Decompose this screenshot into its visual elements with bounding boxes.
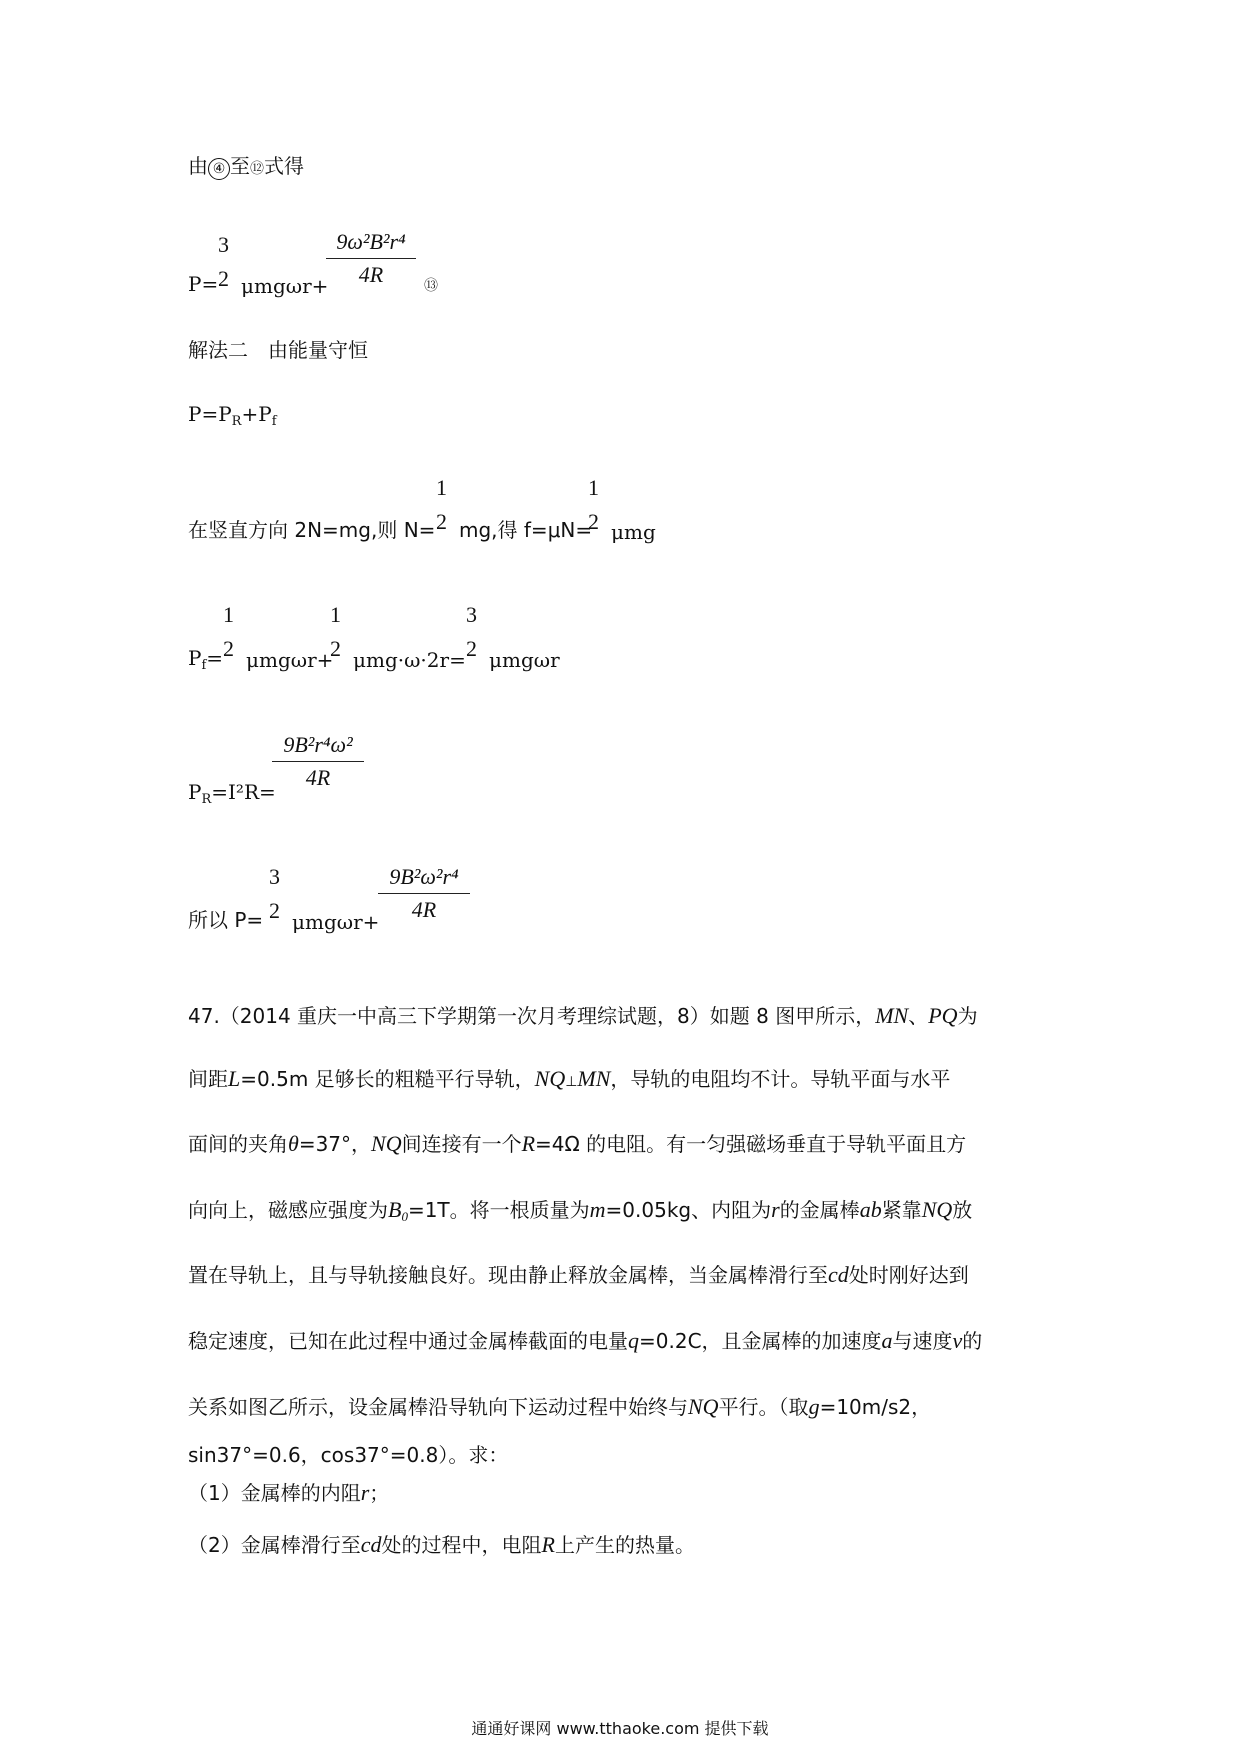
eq2-sub-r: R [231, 414, 242, 429]
eq3-part-a: 在竖直方向 2N=mg,则 N= [188, 518, 436, 542]
text-span: =10m/s2， [819, 1395, 932, 1419]
eq3-fraction-2 [588, 475, 599, 535]
eq6-lhs: 所以 P= [188, 908, 264, 932]
eq6-fraction-3-2 [269, 864, 280, 924]
derivation-intro [188, 156, 304, 180]
intro-prefix: 由 [188, 154, 208, 178]
fraction-denominator: 2 [269, 898, 280, 923]
eq4-fraction-3 [466, 602, 477, 662]
symbol-v: v [952, 1328, 963, 1353]
question-2 [188, 1529, 695, 1558]
circled-number-12: ⑫ [250, 161, 264, 177]
text-span: 平行。（取 [718, 1395, 809, 1419]
fraction-numerator: 9ω²B²r⁴ [336, 229, 406, 254]
eq4-p: P [188, 646, 202, 670]
text-span: 的 [962, 1329, 983, 1353]
text-span: 稳定速度，已知在此过程中通过金属棒截面的电量 [188, 1329, 628, 1353]
question-1 [188, 1477, 389, 1506]
text-span: 关系如图乙所示，设金属棒沿导轨向下运动过程中始终与 [188, 1395, 688, 1419]
fraction-denominator: 4R [305, 765, 331, 790]
symbol-r: r [360, 1480, 370, 1505]
text-span: 上产生的热量。 [554, 1533, 695, 1557]
fraction-bar [326, 258, 416, 259]
fraction-denominator: 2 [223, 636, 234, 661]
text-span: =37°， [298, 1132, 372, 1156]
symbol-l: L [228, 1066, 241, 1091]
fraction-numerator: 9B²ω²r⁴ [389, 864, 459, 889]
symbol-g: g [808, 1394, 820, 1419]
text-span: 间距 [188, 1067, 228, 1091]
text-span: 处的过程中，电阻 [381, 1533, 542, 1557]
text-span: =0.05kg、内阻为 [605, 1198, 772, 1222]
fraction-bar [272, 761, 364, 762]
problem-47-line-7 [188, 1391, 931, 1420]
equation-power-sum [188, 404, 277, 428]
symbol-nq: NQ [371, 1131, 402, 1156]
symbol-nq: NQ [688, 1394, 719, 1419]
eq2-p: P=P [188, 402, 232, 426]
fraction-numerator: 3 [218, 232, 229, 257]
circled-number-4: ④ [208, 158, 230, 180]
fraction-denominator: 2 [218, 266, 229, 291]
text-span: 紧靠 [881, 1198, 922, 1222]
equation-tag-13: ⑬ [424, 278, 438, 294]
fraction-denominator: 2 [466, 636, 477, 661]
fraction-numerator: 1 [588, 475, 599, 500]
eq3-part-c: μmg [611, 520, 656, 544]
fraction-denominator: 2 [436, 509, 447, 534]
symbol-q: q [628, 1328, 639, 1353]
eq2-plus-p: +P [241, 402, 272, 426]
text-span: ，导轨的电阻均不计。导轨平面与水平 [610, 1067, 951, 1091]
symbol-a: a [881, 1328, 893, 1353]
fraction-numerator: 3 [269, 864, 280, 889]
fraction-denominator: 4R [358, 262, 384, 287]
text-span: 面间的夹角 [188, 1132, 288, 1156]
text-span: 放 [952, 1198, 973, 1222]
text-span: 为 [957, 1004, 978, 1028]
text-span: 47.（2014 重庆一中高三下学期第一次月考理综试题，8）如题 8 图甲所示， [188, 1004, 876, 1028]
eq4-fraction-2 [330, 602, 341, 662]
eq4-fraction-1 [223, 602, 234, 662]
text-span: ； [369, 1481, 390, 1505]
symbol-b: B [388, 1197, 402, 1222]
text-span: =0.2C，且金属棒的加速度 [639, 1329, 882, 1353]
problem-47-line-2 [188, 1063, 950, 1092]
fraction-numerator: 1 [436, 475, 447, 500]
problem-47-line-3 [188, 1128, 966, 1157]
eq5-mid: =I²R= [211, 780, 276, 804]
text-span: 置在导轨上，且与导轨接触良好。现由静止释放金属棒，当金属棒滑行至 [188, 1263, 828, 1287]
eq6-mid: μmgωr+ [292, 910, 380, 934]
fraction-denominator: 2 [330, 636, 341, 661]
eq3-fraction-1 [436, 475, 447, 535]
eq4-sub-f: f [201, 658, 207, 673]
problem-47-line-4 [188, 1194, 972, 1225]
text-span: （2）金属棒滑行至 [188, 1533, 361, 1557]
perpendicular-symbol: ⊥ [565, 1074, 578, 1090]
eq1-lhs: P= [188, 272, 219, 296]
text-span: 间连接有一个 [401, 1132, 522, 1156]
symbol-cd: cd [360, 1532, 382, 1557]
eq1-fraction-3-2 [218, 232, 229, 292]
text-span: =1T。将一根质量为 [407, 1198, 590, 1222]
eq2-sub-f: f [271, 414, 277, 429]
symbol-ab: ab [859, 1197, 882, 1222]
fraction-denominator: 4R [411, 897, 437, 922]
intro-suffix: 式得 [264, 154, 304, 178]
symbol-theta: θ [288, 1131, 299, 1156]
symbol-nq: NQ [921, 1197, 953, 1222]
intro-mid: 至 [230, 154, 250, 178]
symbol-r-resistor: R [521, 1131, 536, 1156]
fraction-numerator: 3 [466, 602, 477, 627]
text-span: 的金属棒 [779, 1198, 860, 1222]
text-span: 与速度 [892, 1329, 953, 1353]
method-two-heading: 解法二 由能量守恒 [188, 338, 368, 362]
eq4-equals: = [206, 646, 224, 670]
text-span: 向向上，磁感应强度为 [188, 1198, 388, 1222]
eq4-part-b: μmg·ω·2r= [353, 648, 466, 672]
text-span: =0.5m 足够长的粗糙平行导轨， [240, 1067, 535, 1091]
eq3-part-b: mg,得 f=μN= [459, 518, 593, 542]
symbol-pq: PQ [928, 1003, 958, 1028]
symbol-mn: MN [875, 1003, 909, 1028]
symbol-mn: MN [577, 1066, 611, 1091]
eq5-fraction [272, 732, 364, 791]
text-span: 、 [908, 1004, 929, 1028]
symbol-b-subscript: 0 [401, 1209, 408, 1224]
fraction-bar [378, 893, 470, 894]
fraction-numerator: 1 [223, 602, 234, 627]
eq1-fraction-energy [326, 229, 416, 288]
eq4-lhs [188, 648, 223, 672]
fraction-denominator: 2 [588, 509, 599, 534]
text-span: =4Ω 的电阻。有一匀强磁场垂直于导轨平面且方 [535, 1132, 967, 1156]
problem-47-line-1 [188, 1000, 978, 1029]
fraction-numerator: 1 [330, 602, 341, 627]
eq1-mid: μmgωr+ [241, 274, 329, 298]
eq4-part-a: μmgωr+ [246, 648, 334, 672]
symbol-m: m [589, 1197, 606, 1222]
fraction-numerator: 9B²r⁴ω² [283, 732, 353, 757]
text-span: （1）金属棒的内阻 [188, 1481, 361, 1505]
symbol-r-resistor: R [541, 1532, 555, 1557]
eq4-part-c: μmgωr [489, 648, 560, 672]
problem-47-line-8: sin37°=0.6，cos37°=0.8）。求： [188, 1443, 509, 1467]
eq6-fraction-energy [378, 864, 470, 923]
symbol-r: r [771, 1197, 780, 1222]
eq5-sub-r: R [201, 792, 212, 807]
text-span: 处时刚好达到 [848, 1263, 969, 1287]
problem-47-line-6 [188, 1325, 982, 1354]
problem-47-line-5 [188, 1259, 969, 1288]
eq5-p: P [188, 780, 202, 804]
symbol-cd: cd [828, 1262, 849, 1287]
symbol-nq: NQ [534, 1066, 566, 1091]
eq5-lhs [188, 782, 276, 806]
page-footer: 通通好课网 www.tthaoke.com 提供下载 [471, 1719, 769, 1738]
